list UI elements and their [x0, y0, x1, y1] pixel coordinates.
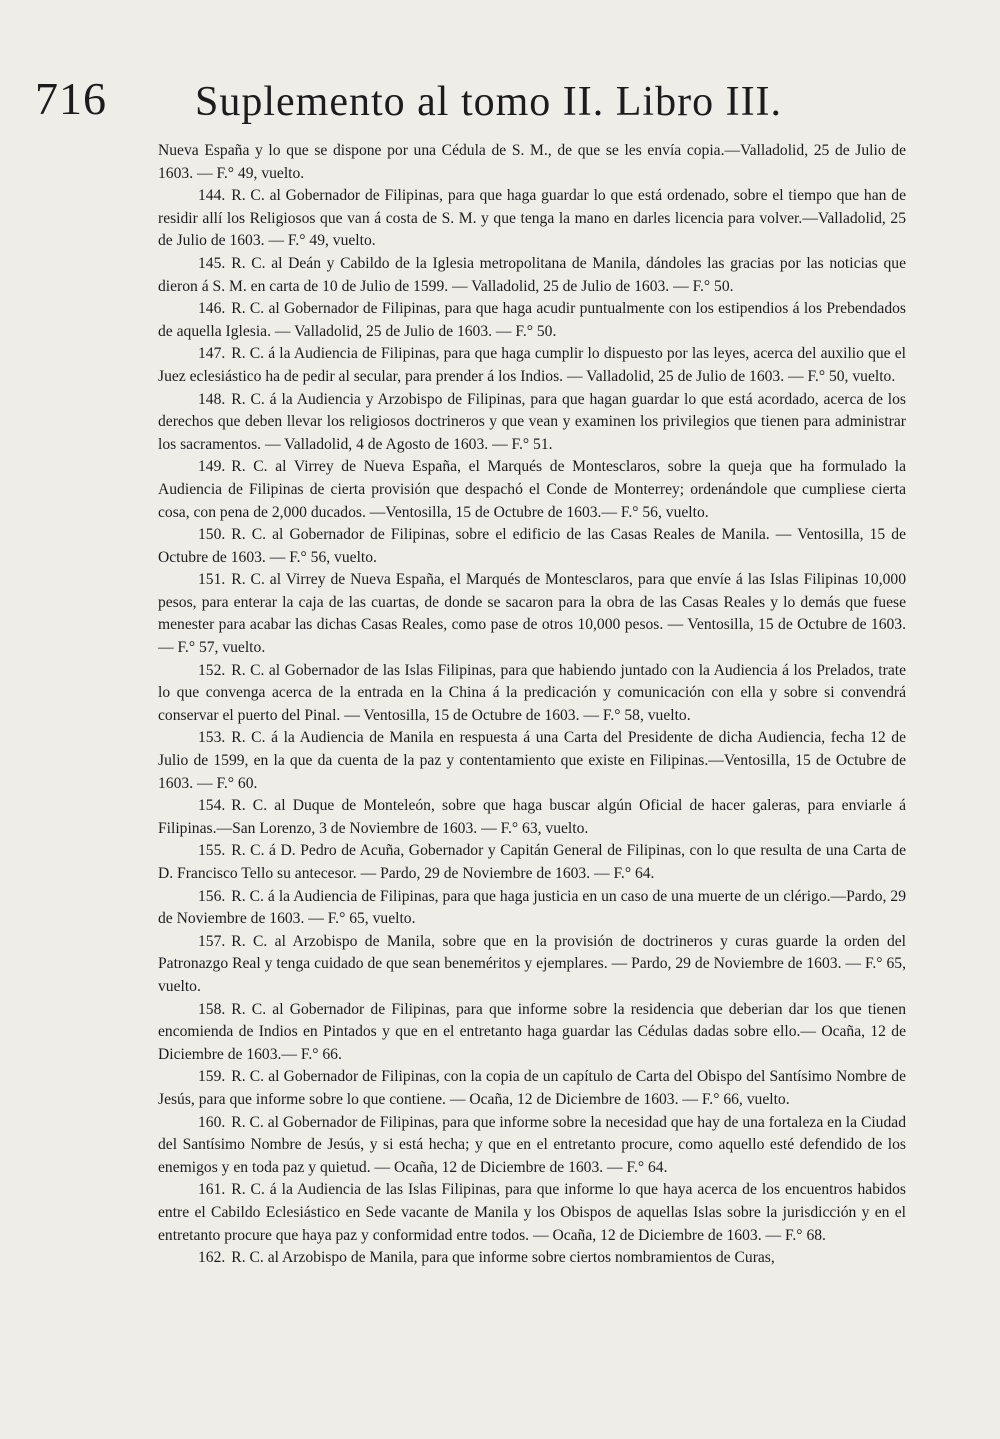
- entry-text: R. C. al Arzobispo de Manila, sobre que en la provisión de doctrineros y curas guarde la orden del Patronazgo Real y tenga cuidado de que sean beneméritos y ejemplares. — Pardo, 29 de Noviembre de 1603. — F.° 65, vuelto.: [158, 932, 906, 995]
- entry-162: [158, 1247, 906, 1270]
- entry-number: 160.: [198, 1113, 226, 1131]
- entry-145: [158, 253, 906, 298]
- entry-156: [158, 886, 906, 931]
- entry-number: 156.: [198, 887, 226, 905]
- entry-number: 153.: [198, 729, 226, 747]
- entry-text: R. C. al Gobernador de Filipinas, para que informe sobre la necesidad que hay de una fortaleza en la Ciudad del Santísimo Nombre de Jesús, y si está hecha; y que en el entretanto procure, como aquello esté defendido de los enemigos y en toda paz y quietud. — Ocaña, 12 de Diciembre de 1603. — F.° 64.: [158, 1113, 906, 1176]
- entry-number: 146.: [198, 300, 226, 318]
- entry-text: R. C. á la Audiencia de Filipinas, para que haga cumplir lo dispuesto por las leyes, acerca del auxilio que el Juez eclesiástico ha de pedir al secular, para prender á los Indios. — Valladolid, 25 de Julio de 1603. — F.° 50, vuelto.: [158, 345, 906, 385]
- entry-number: 158.: [198, 1000, 226, 1018]
- entry-number: 150.: [198, 526, 226, 544]
- entry-text: R. C. al Gobernador de Filipinas, para que informe sobre la residencia que deberian dar los que tienen encomienda de Indios en Pintados y que en el entretanto haga guardar las Cédulas dadas sobre ello.— Ocaña, 12 de Diciembre de 1603.— F.° 66.: [158, 1000, 906, 1063]
- running-head: Suplemento al tomo II. Libro III.: [195, 79, 783, 125]
- entry-161: [158, 1179, 906, 1247]
- entry-153: [158, 727, 906, 795]
- entry-number: 162.: [198, 1249, 226, 1267]
- entry-151: [158, 569, 906, 659]
- entry-text: R. C. al Gobernador de Filipinas, sobre el edificio de las Casas Reales de Manila. — Ventosilla, 15 de Octubre de 1603. — F.° 56, vuelto.: [158, 526, 906, 566]
- page-number: 716: [35, 73, 107, 124]
- entry-number: 157.: [198, 932, 226, 950]
- entry-text: R. C. al Gobernador de Filipinas, para que haga acudir puntualmente con los estipendios á los Prebendados de aquella Iglesia. — Valladolid, 25 de Julio de 1603. — F.° 50.: [158, 300, 906, 340]
- entry-text: R. C. al Virrey de Nueva España, el Marqués de Montesclaros, para que envíe á las Islas Filipinas 10,000 pesos, para enterar la caja de las cuartas, de donde se sacaron para la obra de las Casas Reales y lo demás que fuese menester para acabar las dichas Casas Reales, como pase de otros 10,000 pesos. — Ventosilla, 15 de Octubre de 1603. — F.° 57, vuelto.: [158, 571, 906, 657]
- entry-text: R. C. al Gobernador de Filipinas, con la copia de un capítulo de Carta del Obispo del Santísimo Nombre de Jesús, para que informe sobre lo que contiene. — Ocaña, 12 de Diciembre de 1603. — F.° 66, vuelto.: [158, 1068, 906, 1108]
- entry-text: R. C. al Gobernador de las Islas Filipinas, para que habiendo juntado con la Audiencia á los Prelados, trate lo que convenga acerca de la entrada en la China á la predicación y comunicación con ella y sobre si convendrá conservar el puerto del Pinal. — Ventosilla, 15 de Octubre de 1603. — F.° 58, vuelto.: [158, 661, 906, 724]
- entry-text: R. C. al Deán y Cabildo de la Iglesia metropolitana de Manila, dándoles las gracias por las noticias que dieron á S. M. en carta de 10 de Julio de 1599. — Valladolid, 25 de Julio de 1603. — F.° 50.: [158, 254, 906, 295]
- entry-number: 148.: [198, 390, 226, 408]
- entry-150: [158, 524, 906, 569]
- entry-number: 151.: [198, 571, 226, 589]
- entry-text: R. C. á la Audiencia de Manila en respuesta á una Carta del Presidente de dicha Audiencia, fecha 12 de Julio de 1599, en la que da cuenta de la paz y contentamiento que existe en Filipinas.—Ventosilla, 15 de Octubre de 1603. — F.° 60.: [158, 729, 906, 792]
- entry-number: 154.: [198, 797, 226, 815]
- entry-number: 144.: [198, 187, 226, 205]
- entry-number: 161.: [198, 1181, 226, 1199]
- entry-number: 147.: [198, 345, 226, 363]
- page-header: [35, 72, 915, 142]
- entry-152: [158, 660, 906, 728]
- entry-148: [158, 389, 906, 457]
- body-text: [158, 140, 906, 1270]
- entry-154: [158, 795, 906, 840]
- entry-147: [158, 343, 906, 388]
- entry-number: 145.: [198, 254, 226, 272]
- entry-text: R. C. á la Audiencia y Arzobispo de Filipinas, para que hagan guardar lo que está acordado, acerca de los derechos que deben llevar los religiosos doctrineros y que vean y examinen los privilegios que tienen para administrar los sacramentos. — Valladolid, 4 de Agosto de 1603. — F.° 51.: [158, 390, 906, 453]
- entry-160: [158, 1112, 906, 1180]
- entry-149: [158, 456, 906, 524]
- entry-number: 155.: [198, 842, 226, 860]
- entry-144: [158, 185, 906, 253]
- entry-158: [158, 999, 906, 1067]
- entry-text: R. C. al Virrey de Nueva España, el Marqués de Montesclaros, sobre la queja que ha formulado la Audiencia de Filipinas de cierta provisión que despachó el Conde de Monterrey; ordenándole que cumpliese cierta cosa, con pena de 2,000 ducados. —Ventosilla, 15 de Octubre de 1603.— F.° 56, vuelto.: [158, 458, 906, 521]
- entry-number: 149.: [198, 458, 226, 476]
- entry-text: R. C. á D. Pedro de Acuña, Gobernador y Capitán General de Filipinas, con lo que resulta de una Carta de D. Francisco Tello su antecesor. — Pardo, 29 de Noviembre de 1603. — F.° 64.: [158, 842, 906, 882]
- entry-text: R. C. á la Audiencia de Filipinas, para que haga justicia en un caso de una muerte de un clérigo.—Pardo, 29 de Noviembre de 1603. — F.° 65, vuelto.: [158, 887, 906, 928]
- entry-text: R. C. al Gobernador de Filipinas, para que haga guardar lo que está ordenado, sobre el tiempo que han de residir allí los Religiosos que van á costa de S. M. y que tenga la mano en darles licencia para volver.—Valladolid, 25 de Julio de 1603. — F.° 49, vuelto.: [158, 187, 906, 250]
- entry-continuation: [158, 140, 906, 185]
- entry-text: R. C. á la Audiencia de las Islas Filipinas, para que informe lo que haya acerca de los encuentros habidos entre el Cabildo Eclesiástico en Sede vacante de Manila y los Obispos de aquellas Islas sobre la jurisdicción y en el entretanto procure que haya paz y conformidad entre todos. — Ocaña, 12 de Diciembre de 1603. — F.° 68.: [158, 1181, 906, 1244]
- entry-155: [158, 840, 906, 885]
- entry-number: 152.: [198, 661, 226, 679]
- entry-text: R. C. al Duque de Monteleón, sobre que haga buscar algún Oficial de hacer galeras, para enviarle á Filipinas.—San Lorenzo, 3 de Noviembre de 1603. — F.° 63, vuelto.: [158, 797, 906, 837]
- entry-146: [158, 298, 906, 343]
- entry-159: [158, 1066, 906, 1111]
- entry-number: 159.: [198, 1068, 226, 1086]
- entry-text: R. C. al Arzobispo de Manila, para que informe sobre ciertos nombramientos de Curas,: [231, 1249, 775, 1267]
- entry-text: Nueva España y lo que se dispone por una Cédula de S. M., de que se les envía copia.—Valladolid, 25 de Julio de 1603. — F.° 49, vuelto.: [158, 142, 906, 182]
- entry-157: [158, 931, 906, 999]
